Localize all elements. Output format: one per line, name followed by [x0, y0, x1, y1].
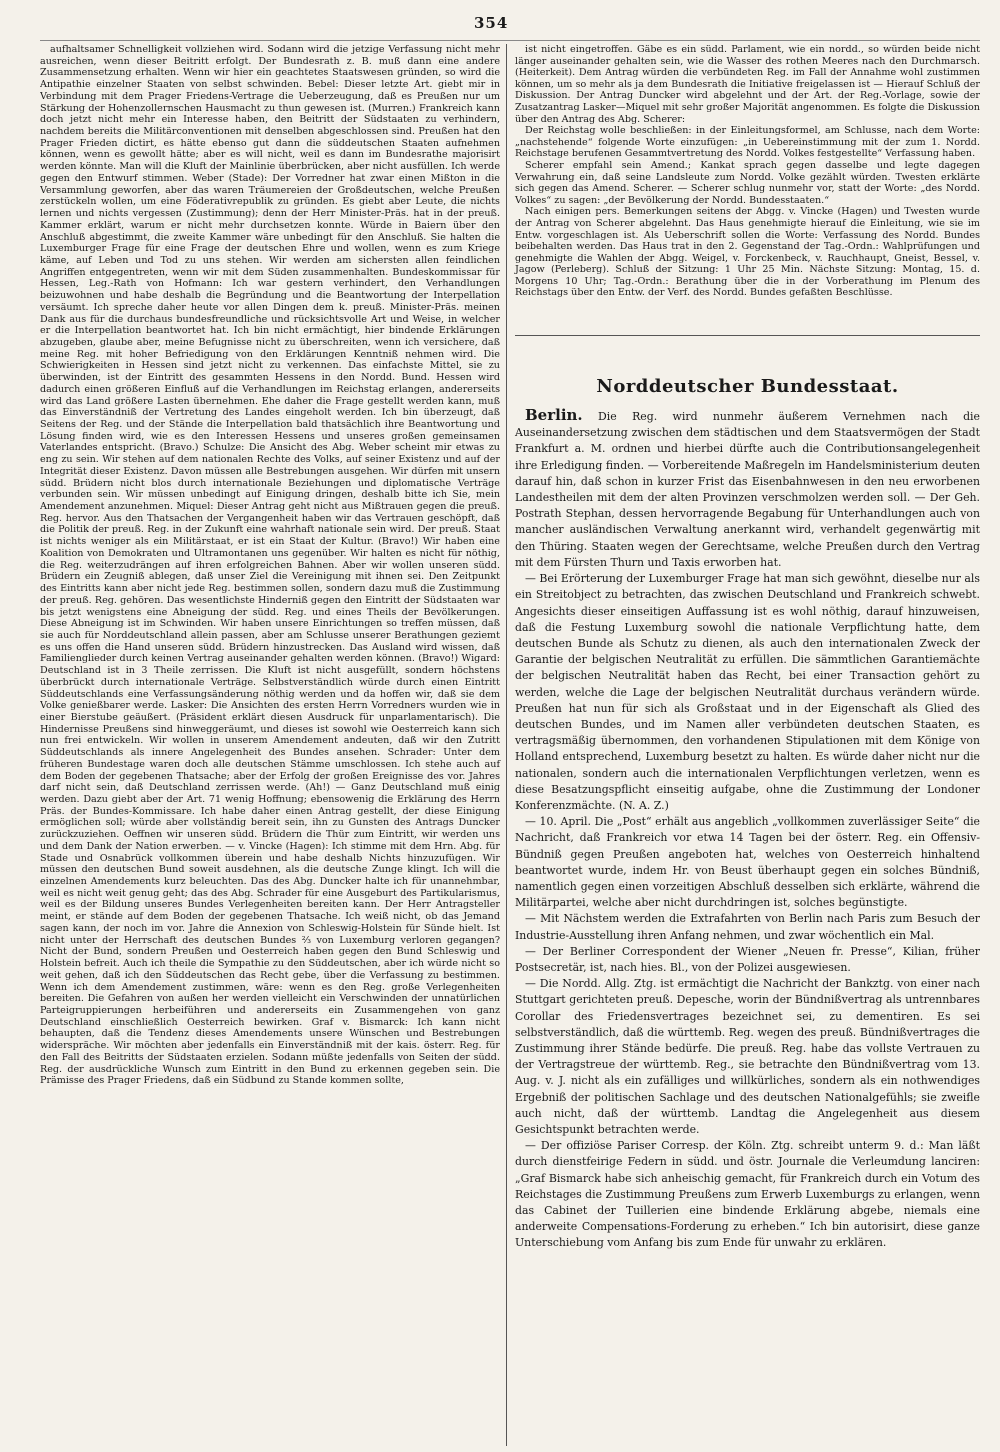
- report-paragraph: Der Reichstag wolle beschließen: in der Einleitungsformel, am Schlusse, nach dem Worte: „nachstehende“ folgende Worte einzufügen: „in Uebereinstimmung mit der zum 1. Nordd. Reichstage berufenen Gesammtvertretung des Nordd. Volkes festgestellte“ Verfassung haben.: [515, 125, 980, 160]
- left-column: [40, 44, 506, 1446]
- section-separator: [515, 335, 980, 336]
- reichstag-report-continuation: [515, 44, 980, 299]
- section-title: Norddeutscher Bundesstaat.: [596, 376, 899, 398]
- report-paragraph: ist nicht eingetroffen. Gäbe es ein südd. Parlament, wie ein nordd., so würden beide nicht länger auseinander gehalten sein, wie die Wasser des rothen Meeres nach den Durchmarsch. (Heiterkeit). Dem Antrag würden die verbündeten Reg. im Fall der Annahme wohl zustimmen können, um so mehr als ja dem Bundesrath die Initiative freigelassen ist — Hierauf Schluß der Diskussion. Der Antrag Duncker wird abgelehnt und der Art. der Reg.-Vorlage, sowie der Zusatzantrag Lasker—Miquel mit sehr großer Majorität angenommen. Es folgte die Diskussion über den Antrag des Abg. Scherer:: [515, 44, 980, 125]
- section-paragraph: [515, 407, 980, 571]
- section-paragraph: — Der Berliner Correspondent der Wiener „Neuen fr. Presse“, Kilian, früher Postsecretär, ist, nach hies. Bl., von der Polizei ausgewiesen.: [515, 944, 980, 974]
- report-paragraph: Nach einigen pers. Bemerkungen seitens der Abgg. v. Vincke (Hagen) und Twesten wurde der Antrag von Scherer abgelehnt. Das Haus genehmigte hierauf die Einleitung, wie sie im Entw. vorgeschlagen ist. Als Ueberschrift sollen die Worte: Verfassung des Nordd. Bundes beibehalten werden. Das Haus trat in den 2. Gegenstand der Tag.-Ordn.: Wahlprüfungen und genehmigte die Wahlen der Abgg. Weigel, v. Forckenbeck, v. Rauchhaupt, Gneist, Bessel, v. Jagow (Perleberg). Schluß der Sitzung: 1 Uhr 25 Min. Nächste Sitzung: Montag, 15. d. Morgens 10 Uhr; Tag.-Ordn.: Berathung über die in der Vorberathung im Plenum des Reichstags über den Entw. der Verf. des Nordd. Bundes gefaßten Beschlüsse.: [515, 206, 980, 299]
- header-rule: [40, 40, 980, 41]
- section-paragraph: — Mit Nächstem werden die Extrafahrten von Berlin nach Paris zum Besuch der Industrie-Ausstellung ihren Anfang nehmen, und zwar wöchentlich ein Mal.: [515, 912, 980, 942]
- columns: [40, 44, 980, 1446]
- section-paragraph: — Bei Erörterung der Luxemburger Frage hat man sich gewöhnt, dieselbe nur als ein Streitobject zu betrachten, das zwischen Deutschland und Frankreich schwebt. Angesichts dieser einseitigen Auffassung ist es wohl nöthig, darauf hinzuweisen, daß die Festung Luxemburg sowohl die nationale Verpflichtung hatte, dem deutschen Bunde als Schutz zu dienen, als auch den internationalen Zweck der Garantie der belgischen Neutralität zu erfüllen. Die sämmtlichen Garantiemächte der belgischen Neutralität haben das Recht, bei einer Transaction gehört zu werden, welche die Lage der belgischen Neutralität durchaus verändern würde. Preußen hat nun für sich als Großstaat und in der Eigenschaft als Glied des deutschen Bundes, und im Namen aller verbündeten deutschen Staaten, es vertragsmäßig übernommen, den vorhandenen Stipulationen mit dem Könige von Holland entsprechend, Luxemburg besetzt zu halten. Es würde daher nicht nur die nationalen, sondern auch die internationalen Verpflichtungen verletzen, wenn es diese Besatzungspflicht einseitig aufgabe, ohne die Zustimmung der Londoner Konferenzmächte. (N. A. Z.): [515, 572, 980, 812]
- section-paragraph: — 10. April. Die „Post“ erhält aus angeblich „vollkommen zuverlässiger Seite“ die Nachricht, daß Frankreich vor etwa 14 Tagen bei der österr. Reg. ein Offensiv-Bündniß gegen Preußen angeboten hat, welches von Oesterreich hinhaltend beantwortet wurde, indem Hr. von Beust überhaupt gegen ein solches Bündniß, namentlich gegen einen vorzeitigen Abschluß desselben sich erklärte, während die Militärpartei, welche aber nicht durchdringen ist, solches begünstigte.: [515, 815, 980, 910]
- section-paragraph: — Die Nordd. Allg. Ztg. ist ermächtigt die Nachricht der Bankztg. von einer nach Stuttgart gerichteten preuß. Depesche, worin der Bündnißvertrag als untrennbares Corollar des Friedensvertrages bezeichnet sei, zu dementiren. Es sei selbstverständlich, daß die württemb. Reg. wegen des preuß. Bündnißvertrages die Zustimmung ihrer Stände bedürfe. Die preuß. Reg. habe das vollste Vertrauen zu der Vertragstreue der württemb. Reg., sie betrachte den Bündnißvertrag vom 13. Aug. v. J. nicht als ein zufälliges und willkürliches, sondern als ein nothwendiges Ergebniß der politischen Sachlage und des deutschen Nationalgefühls; sie zweifle auch nicht, daß der württemb. Landtag die Angelegenheit aus diesem Gesichtspunkt betrachten werde.: [515, 977, 980, 1136]
- left-column-text: aufhaltsamer Schnelligkeit vollziehen wird. Sodann wird die jetzige Verfassung nicht mehr ausreichen, wenn dieser Beitritt erfolgt. Der Bundesrath z. B. muß dann eine andere Zusammensetzung erhalten. Wenn wir hier ein geachtetes Staatswesen gründen, so wird die Antipathie einzelner Staaten von selbst schwinden. Bebel: Dieser letzte Art. giebt mir in Verbindung mit dem Prager Friedens-Vertrage die Ueberzeugung, daß es Preußen nur um Stärkung der Hohenzollernschen Hausmacht zu thun gewesen ist. (Murren.) Frankreich kann doch jetzt nicht mehr ein Interesse haben, den Beitritt der Südstaaten zu verhindern, nachdem bereits die Militärconventionen mit denselben abgeschlossen sind. Preußen hat den Prager Frieden dictirt, es hätte ebenso gut dann die süddeutschen Staaten aufnehmen können, wenn es gewollt hätte; aber es will nicht, weil es dann im Bundesrathe majorisirt werden könnte. Man will die Kluft der Mainlinie überbrücken, aber nicht ausfüllen. Ich werde gegen den Entwurf stimmen. Weber (Stade): Der Vorredner hat zwar einen Mißton in die Versammlung geworfen, aber das waren Träumereien der Großdeutschen, welche Preußen zerstückeln wollen, um eine Föderativrepublik zu gründen. Es giebt aber Leute, die nichts lernen und nichts vergessen (Zustimmung); denn der Herr Minister-Präs. hat in der preuß. Kammer erklärt, warum er nicht mehr durchsetzen konnte. Würde in Baiern über den Anschluß abgestimmt, die zweite Kammer wäre unbedingt für den Anschluß. Sie halten die Luxemburger Frage für eine Frage der deutschen Ehre und wollen, wenn es zum Kriege käme, auf Leben und Tod zu uns stehen. Wir werden am sichersten allen feindlichen Angriffen entgegentreten, wenn wir mit dem Süden zusammenhalten. Bundeskommissar für Hessen, Leg.-Rath von Hofmann: Ich war gestern verhindert, den Verhandlungen beizuwohnen und habe deshalb die Begründung und die Beantwortung der Interpellation versäumt. Ich spreche daher heute vor allen Dingen dem k. preuß. Minister-Präs. meinen Dank aus für die durchaus bundesfreundliche und rücksichtsvolle Art und Weise, in welcher er die Interpellation beantwortet hat. Ich bin nicht ermächtigt, hier bindende Erklärungen abzugeben, glaube aber, meine Befugnisse nicht zu überschreiten, wenn ich versichere, daß meine Reg. mit hoher Befriedigung von den Erklärungen Kenntniß nehmen wird. Die Schwierigkeiten in Hessen sind jetzt nicht zu verkennen. Das einfachste Mittel, sie zu überwinden, ist der Eintritt des gesammten Hessens in den Nordd. Bund. Hessen wird dadurch einen größeren Einfluß auf die Verhandlungen im Reichstag erlangen, andererseits wird das Land größere Lasten übernehmen. Ehe daher die Frage gestellt werden kann, muß das Einverständniß der Vertretung des Landes eingeholt werden. Ich bin überzeugt, daß Seitens der Reg. und der Stände die Interpellation bald thatsächlich ihre Beantwortung und Lösung finden wird, wie es den Interessen Hessens und unseres großen gemeinsamen Vaterlandes entspricht. (Bravo.) Schulze: Die Ansicht des Abg. Weber scheint mir etwas zu eng zu sein. Wir stehen auf dem nationalen Rechte des Volks, auf seiner Existenz und auf der Integrität dieser Existenz. Davon müssen alle Bestrebungen ausgehen. Wir dürfen mit unsern südd. Brüdern nicht blos durch internationale Beziehungen und diplomatische Verträge verbunden sein. Wir müssen unbedingt auf Einigung dringen, deshalb bitte ich Sie, mein Amendement anzunehmen. Miquel: Dieser Antrag geht nicht aus Mißtrauen gegen die preuß. Reg. hervor. Aus den Thatsachen der Vergangenheit haben wir das Vertrauen geschöpft, daß die Politik der preuß. Reg. in der Zukunft eine wahrhaft nationale sein wird. Der preuß. Staat ist nichts weniger als ein Militärstaat, er ist ein Staat der Kultur. (Bravo!) Wir haben eine Koalition von Demokraten und Ultramontanen uns gegenüber. Wir halten es nicht für nöthig, die Reg. weiterzudrängen auf ihren erfolgreichen Bahnen. Aber wir wollen unseren südd. Brüdern ein Zeugniß ablegen, daß unser Ziel die Vereinigung mit ihnen sei. Den Zeitpunkt des Eintritts kann aber nicht jede Reg. bestimmen sollen, sondern dazu muß die Zustimmung der preuß. Reg. gehören. Das wesentlichste Hinderniß gegen den Eintritt der Südstaaten war bis jetzt wenigstens eine Abneigung der südd. Reg. und eines Theils der Bevölkerungen. Diese Abneigung ist im Schwinden. Wir haben unsere Einrichtungen so treffen müssen, daß sie auch für Norddeutschland allein passen, aber am Schlusse unserer Berathungen geziemt es uns offen die Hand unseren südd. Brüdern hinzustrecken. Das Ausland wird wissen, daß Familienglieder durch keinen Vertrag auseinander gehalten werden können. (Bravo!) Wigard: Deutschland ist in 3 Theile zerrissen. Die Kluft ist nicht ausgefüllt, sondern höchstens überbrückt durch internationale Verträge. Selbstverständlich würde durch einen Eintritt Süddeutschlands eine Verfassungsänderung nöthig werden und da hoffen wir, daß sie dem Volke genießbarer werde. Lasker: Die Ansichten des ersten Herrn Vorredners wurden wie in einer Bierstube geäußert. (Präsident erklärt diesen Ausdruck für unparlamentarisch). Die Hindernisse Preußens sind hinweggeräumt, und dieses ist sowohl wie Oesterreich kann sich nun frei entwickeln. Wir wollen in unserem Amendement andeuten, daß wir den Zutritt Süddeutschlands als innere Angelegenheit des Bundes ansehen. Schrader: Unter dem früheren Bundestage waren doch alle deutschen Stämme umschlossen. Ich stehe auch auf dem Boden der gegebenen Thatsache; aber der Erfolg der großen Ereignisse des vor. Jahres darf nicht sein, daß Deutschland zerrissen werde. (Ah!) — Ganz Deutschland muß einig werden. Dazu giebt aber der Art. 71 wenig Hoffnung; ebensowenig die Erklärung des Herrn Präs. der Bundes-Kommissare. Ich habe daher einen Antrag gestellt, der diese Einigung ermöglichen soll; würde aber vollständig bereit sein, ihn zu Gunsten des Antrags Duncker zurückzuziehen. Oeffnen wir unseren südd. Brüdern die Thür zum Eintritt, wir werden uns und dem Dank der Nation erwerben. — v. Vincke (Hagen): Ich stimme mit dem Hrn. Abg. für Stade und Osnabrück vollkommen überein und habe deshalb Nichts hinzuzufügen. Wir müssen den deutschen Bund soweit ausdehnen, als die deutsche Zunge klingt. Ich will die einzelnen Amendements kurz beleuchten. Das des Abg. Duncker halte ich für unannehmbar, weil es nicht weit genug geht; das des Abg. Schrader für eine Ausgeburt des Partikularismus, weil es der Bildung unseres Bundes Verlegenheiten bereiten kann. Der Herr Antragsteller meint, er stände auf dem Boden der gegebenen Thatsache. Ich weiß nicht, ob das Jemand sagen kann, der noch im vor. Jahre die Annexion von Schleswig-Holstein für Sünde hielt. Ist nicht unter der Herrschaft des deutschen Bundes ⅔ von Luxemburg verloren gegangen? Nicht der Bund, sondern Preußen und Oesterreich haben gegen den Bund Schleswig und Holstein befreit. Auch ich theile die Sympathie zu den Süddeutschen, aber ich würde nicht so weit gehen, daß ich den Süddeutschen das Recht gebe, über die Verfassung zu bestimmen. Wenn ich dem Amendement zustimmen, wäre: wenn es den Reg. große Verlegenheiten bereiten. Die Gefahren von außen her werden vielleicht ein Verschwinden der unnatürlichen Parteigruppierungen herbeiführen und andererseits ein Zusammengehen von ganz Deutschland einschließlich Oesterreich bewirken. Graf v. Bismarck: Ich kann nicht behaupten, daß die Tendenz dieses Amendements unsere Wünschen und Bestrebungen widerspräche. Wir möchten aber jedenfalls ein Einverständniß mit der kais. österr. Reg. für den Fall des Beitritts der Südstaaten erzielen. Sodann müßte jedenfalls von Seiten der südd. Reg. der ausdrückliche Wunsch zum Eintritt in den Bund zu erkennen gegeben sein. Die Prämisse des Prager Friedens, daß ein Südbund zu Stande kommen sollte,: [40, 44, 500, 1087]
- section-paragraph: — Der offiziöse Pariser Corresp. der Köln. Ztg. schreibt unterm 9. d.: Man läßt durch dienstfeirige Federn in südd. und östr. Journale die Verleumdung lanciren: „Graf Bismarck habe sich anheischig gemacht, für Frankreich durch ein Votum des Reichstages die Zustimmung Preußens zum Erwerb Luxemburgs zu erlangen, wenn das Cabinet der Tuillerien eine bindende Erklärung abgebe, niemals eine anderweite Compensations-Forderung zu erheben.“ Ich bin autorisirt, diese ganze Unterschiebung vom Anfang bis zum Ende für unwahr zu erklären.: [515, 1139, 980, 1250]
- dateline: Berlin.: [525, 406, 583, 425]
- page-number: 354: [474, 14, 509, 32]
- right-column: [506, 44, 980, 1446]
- report-paragraph: Scherer empfahl sein Amend.; Kankat sprach gegen dasselbe und legte dagegen Verwahrung ein, daß seine Landsleute zum Nordd. Volke gezählt würden. Twesten erklärte sich gegen das Amend. Scherer. — Scherer schlug nunmehr vor, statt der Worte: „des Nordd. Volkes“ zu sagen: „der Bevölkerung der Nordd. Bundesstaaten.“: [515, 159, 980, 206]
- section-paragraph-text: Die Reg. wird nunmehr äußerem Vernehmen nach die Auseinandersetzung zwischen dem städtischen und dem Staatsvermögen der Stadt Frankfurt a. M. ordnen und hierbei dürfte auch die Contributionsangelegenheit ihre Erledigung finden. — Vorbereitende Maßregeln im Handelsministerium deuten darauf hin, daß schon in kurzer Frist das Eisenbahnwesen in den neu erworbenen Landestheilen mit dem der alten Provinzen verschmolzen werden soll. — Der Geh. Postrath Stephan, dessen hervorragende Begabung für Unterhandlungen auch von mancher ausländischen Verwaltung anerkannt wird, verhandelt gegenwärtig mit den Thüring. Staaten wegen der Gerechtsame, welche Preußen durch den Vertrag mit dem Fürsten Thurn und Taxis erworben hat.: [515, 410, 980, 569]
